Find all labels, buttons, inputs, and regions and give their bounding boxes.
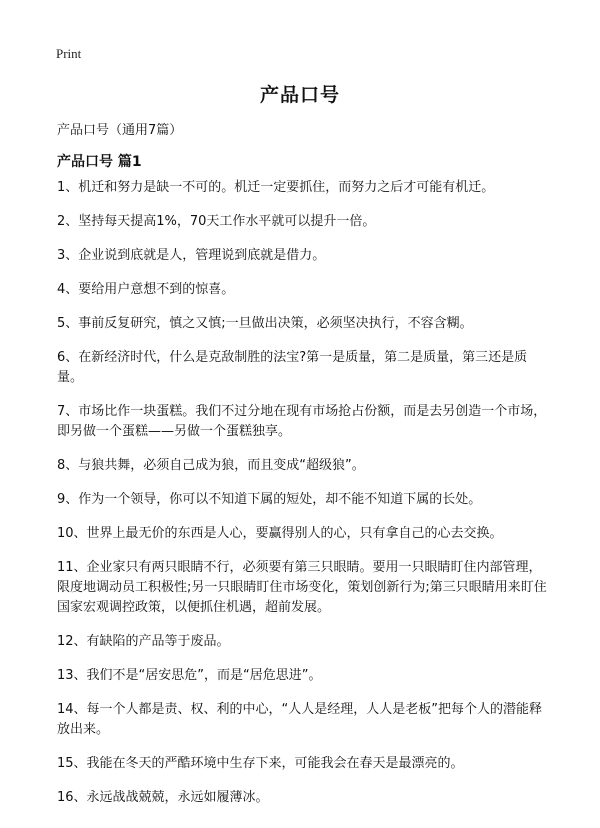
- list-item: 1、机迁和努力是缺一不可的。机迁一定要抓住，而努力之后才可能有机迁。: [57, 180, 495, 195]
- list-item: 2、坚持每天提高1%，70天工作水平就可以提升一倍。: [57, 214, 376, 229]
- list-item: 13、我们不是“居安思危”，而是“居危思进”。: [57, 668, 322, 683]
- section-heading: 产品口号 篇1: [57, 154, 142, 170]
- list-item: 10、世界上最无价的东西是人心，要赢得别人的心，只有拿自己的心去交换。: [57, 526, 503, 541]
- print-link[interactable]: Print: [56, 46, 82, 61]
- list-item: 12、有缺陷的产品等于废品。: [57, 634, 230, 649]
- list-item: 4、要给用户意想不到的惊喜。: [57, 282, 235, 297]
- slogan-list: [57, 178, 553, 822]
- page-title: 产品口号: [259, 84, 340, 106]
- list-item: 9、作为一个领导，你可以不知道下属的短处，却不能不知道下属的长处。: [57, 492, 482, 507]
- list-item: 5、事前反复研究，慎之又慎;一旦做出决策，必须坚决执行，不容含糊。: [57, 316, 473, 331]
- list-item: 11、企业家只有两只眼睛不行，必须要有第三只眼睛。要用一只眼睛盯住内部管理，限度地调动员工积极性;另一只眼睛盯住市场变化，策划创新行为;第三只眼睛用来盯住国家宏观调控政策，以便抓住机遇，超前发展。: [57, 560, 547, 615]
- page-subtitle: 产品口号（通用7篇）: [57, 123, 183, 138]
- list-item: 16、永远战战兢兢，永远如履薄冰。: [57, 790, 269, 805]
- list-item: 8、与狼共舞，必须自己成为狼，而且变成“超级狼”。: [57, 458, 365, 473]
- list-item: 7、市场比作一块蛋糕。我们不过分地在现有市场抢占份额，而是去另创造一个市场，即另做一个蛋糕——另做一个蛋糕独享。: [57, 404, 547, 439]
- list-item: 3、企业说到底就是人，管理说到底就是借力。: [57, 248, 326, 263]
- list-item: 15、我能在冬天的严酷环境中生存下来，可能我会在春天是最漂亮的。: [57, 756, 464, 771]
- list-item: 6、在新经济时代，什么是克敌制胜的法宝?第一是质量，第二是质量，第三还是质量。: [57, 350, 528, 385]
- list-item: 14、每一个人都是责、权、利的中心，“人人是经理，人人是老板”把每个人的潜能释放出来。: [57, 702, 543, 737]
